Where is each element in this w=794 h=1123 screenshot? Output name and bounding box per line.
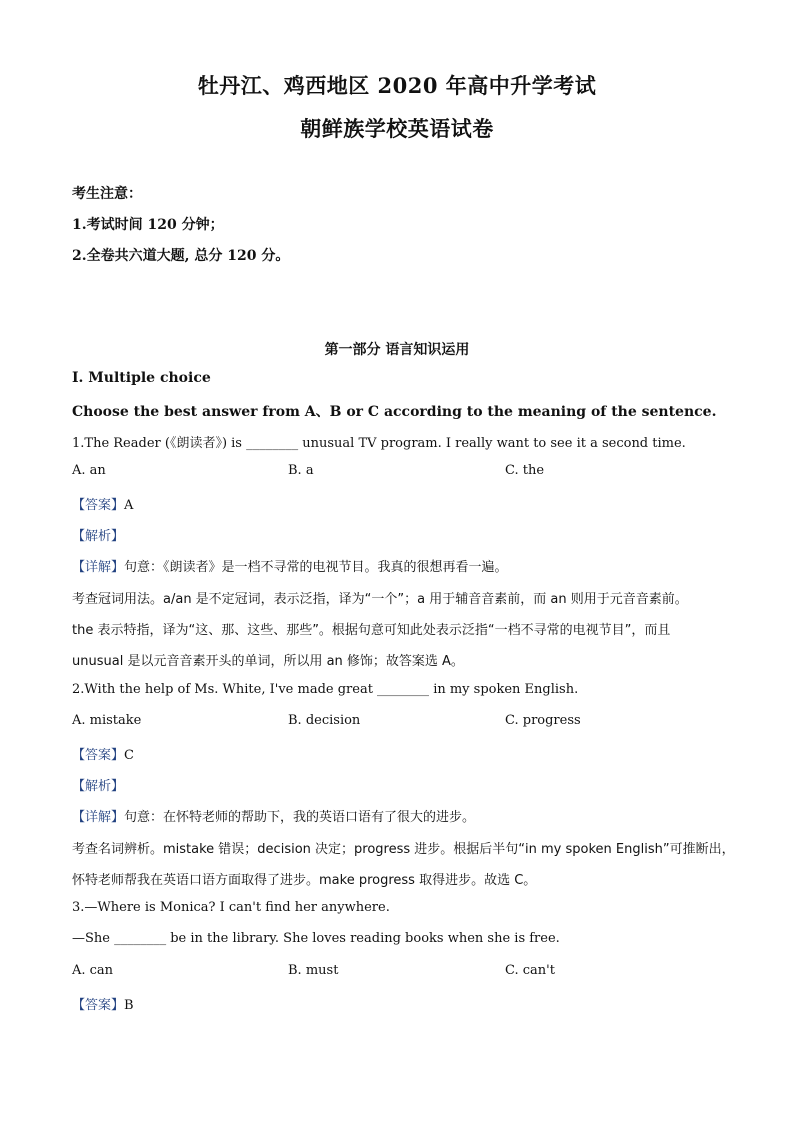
question-3-option-a: A. can (72, 963, 114, 978)
section-instruction: Choose the best answer from A、B or C according to the meaning of the sentence. (72, 404, 717, 420)
answer-label: 【答案】 (72, 998, 125, 1013)
question-1-explanation-line-1: 考查冠词用法。a/an 是不定冠词，表示泛指，译为“一个”；a 用于辅音音素前，而 an 则用于元音音素前。 (72, 592, 688, 607)
question-1-analysis-label: 【解析】 (72, 529, 125, 544)
question-1-answer (72, 494, 133, 513)
notice-item-total: 2.全卷共六道大题, 总分 120 分。 (72, 248, 290, 264)
notice-heading: 考生注意： (72, 186, 142, 202)
notice-item-time: 1.考试时间 120 分钟； (72, 217, 224, 233)
question-2-explanation-line-2: 怀特老师帮我在英语口语方面取得了进步。make progress 取得进步。故选 C。 (72, 873, 537, 888)
detail-label: 【详解】 (72, 810, 125, 825)
question-2-answer (72, 744, 134, 763)
question-3-answer (72, 994, 134, 1013)
question-3-stem: 3.—Where is Monica? I can't find her anywhere. (72, 900, 390, 915)
question-2-option-a: A. mistake (72, 713, 142, 728)
question-3-option-b: B. must (288, 963, 339, 978)
answer-label: 【答案】 (72, 748, 125, 763)
question-1-detail (72, 556, 508, 575)
detail-text: 句意：在怀特老师的帮助下，我的英语口语有了很大的进步。 (124, 810, 476, 825)
question-2-explanation-line-1: 考查名词辨析。mistake 错误；decision 决定；progress 进步。根据后半句“in my spoken English”可推断出， (72, 842, 735, 857)
question-1-option-c: C. the (505, 463, 545, 478)
question-1-stem: 1.The Reader (《朗读者》) is ________ unusual TV program. I really want to see it a second time. (72, 436, 686, 451)
question-3-stem-line-2: —She ________ be in the library. She loves reading books when she is free. (72, 931, 560, 946)
question-1-option-a: A. an (72, 463, 106, 478)
part-heading: 第一部分 语言知识运用 (324, 342, 470, 358)
question-1-explanation-line-3: unusual 是以元音音素开头的单词，所以用 an 修饰；故答案选 A。 (72, 654, 464, 669)
question-1-option-b: B. a (288, 463, 314, 478)
answer-value: A (124, 498, 134, 513)
question-1-explanation-line-2: the 表示特指，译为“这、那、这些、那些”。根据句意可知此处表示泛指“一档不寻常的电视节目”，而且 (72, 623, 671, 638)
question-2-option-b: B. decision (288, 713, 361, 728)
section-title: I. Multiple choice (72, 370, 211, 386)
document-subtitle: 朝鲜族学校英语试卷 (300, 116, 494, 141)
question-2-analysis-label: 【解析】 (72, 779, 125, 794)
document-title: 牡丹江、鸡西地区 2020 年高中升学考试 (197, 73, 597, 98)
question-3-option-c: C. can't (505, 963, 555, 978)
answer-value: B (124, 998, 134, 1013)
detail-label: 【详解】 (72, 560, 125, 575)
answer-label: 【答案】 (72, 498, 125, 513)
detail-text: 句意：《朗读者》是一档不寻常的电视节目。我真的很想再看一遍。 (124, 560, 508, 575)
question-2-option-c: C. progress (505, 713, 581, 728)
question-2-detail (72, 806, 475, 825)
answer-value: C (124, 748, 134, 763)
question-2-stem: 2.With the help of Ms. White, I've made great ________ in my spoken English. (72, 682, 579, 697)
